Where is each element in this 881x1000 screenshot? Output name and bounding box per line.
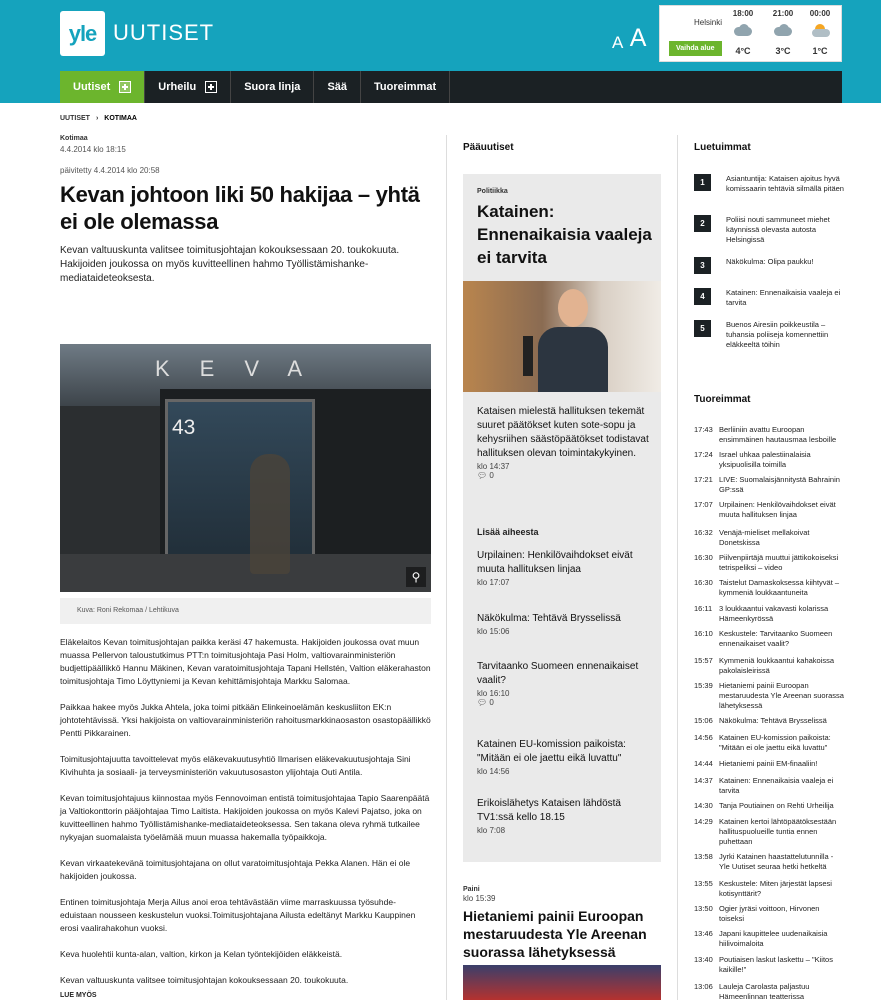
- article-headline: Kevan johtoon liki 50 hakijaa – yhtä ei ole olemassa: [60, 182, 420, 234]
- comment-icon: 💬︎: [477, 471, 488, 480]
- secondary-headline[interactable]: Hietaniemi painii Euroopan mestaruudesta Yle Areenan suorassa lähetyksessä: [463, 908, 647, 960]
- latest-time: 13:40: [694, 955, 713, 964]
- related-text[interactable]: Katainen EU-komission paikoista: "Mitään ei ole jaettu eikä luvattu": [477, 739, 626, 764]
- latest-text[interactable]: Kymmeniä loukkaantui kahakoissa pakolaisleirissä: [719, 656, 835, 675]
- main-news-summary: [477, 405, 652, 480]
- related-time: klo 16:10: [477, 689, 510, 698]
- article-paragraph: Eläkelaitos Kevan toimitusjohtajan paikka keräsi 47 hakemusta. Hakijoiden joukossa ovat muun muassa Pellervon taloustutkimus PTT:n toimitusjohtaja Pasi Holm, valtiovarainministeriön budjettipäällikkö Hannu Mäkinen, Kevan varatoimitusjohtaja Tapani Hellstén, Valtion eläkerahaston toimitusjohtaja Timo Löyttyniemi ja Kevan kehittämisjohtaja Markku Salomaa.: [60, 637, 431, 686]
- comment-count[interactable]: [477, 471, 652, 480]
- article-paragraph: Keva huolehtii kunta-alan, valtion, kirkon ja Kelan työntekijöiden eläkkeistä.: [60, 949, 343, 959]
- rank-number: 4: [694, 288, 711, 305]
- zoom-icon[interactable]: ⚲: [406, 567, 426, 587]
- main-nav: [60, 71, 842, 103]
- expand-plus-icon[interactable]: [119, 81, 131, 93]
- most-read-text[interactable]: Näkökulma: Olipa paukku!: [726, 257, 814, 266]
- secondary-news: [463, 886, 661, 961]
- forecast-slot: [768, 9, 798, 59]
- breadcrumb-current[interactable]: KOTIMAA: [104, 115, 137, 122]
- related-text[interactable]: Tarvitaanko Suomeen ennenaikaiset vaalit?: [477, 661, 639, 686]
- latest-text[interactable]: LIVE: Suomalaisjännitystä Bahrainin GP:ssä: [719, 475, 840, 494]
- latest-time: 16:10: [694, 629, 713, 638]
- latest-text[interactable]: Keskustele: Tarvitaanko Suomeen ennenaikaiset vaalit?: [719, 629, 833, 648]
- related-time: klo 17:07: [477, 578, 510, 587]
- latest-time: 14:37: [694, 776, 713, 785]
- latest-text[interactable]: Hietaniemi painii EM-finaaliin!: [719, 759, 818, 768]
- article-photo[interactable]: [60, 344, 431, 592]
- latest-text[interactable]: Piilvenpiirtäjä muuttui jättikokoiseksi tetrispeliksi – video: [719, 553, 839, 572]
- latest-time: 17:43: [694, 425, 713, 434]
- most-read-item[interactable]: [694, 174, 844, 204]
- latest-time: 13:06: [694, 982, 713, 991]
- main-news-text[interactable]: Kataisen mielestä hallituksen tekemät suuret päätökset kuten sote-sopu ja kehysriihen säästöpäätökset todistavat hallituksen olevan toimintakykyinen.: [477, 406, 649, 459]
- related-text[interactable]: Urpilainen: Henkilövaihdokset eivät muuta hallituksen linjaa: [477, 550, 633, 575]
- latest-text[interactable]: 3 loukkaantui vakavasti kolarissa Hämeenkyrössä: [719, 604, 829, 623]
- nav-item-tuoreimmat[interactable]: [361, 71, 450, 103]
- forecast-slot: [728, 9, 758, 59]
- latest-time: 15:57: [694, 656, 713, 665]
- latest-text[interactable]: Israel uhkaa palestiinalaisia yksipuolisilla toimilla: [719, 450, 811, 469]
- secondary-time: klo 15:39: [463, 894, 496, 903]
- most-read-text[interactable]: Buenos Airesiin poikkeustila – tuhansia poliiseja komennettiin eläkkeeltä töihin: [726, 320, 829, 349]
- related-time: klo 14:56: [477, 767, 510, 776]
- latest-time: 17:07: [694, 500, 713, 509]
- forecast-slot: [805, 9, 835, 59]
- breadcrumb: [60, 115, 137, 122]
- latest-time: 14:29: [694, 817, 713, 826]
- latest-text[interactable]: Venäjä-mieliset mellakoivat Donetskissa: [719, 528, 810, 547]
- nav-label: Uutiset: [73, 81, 111, 93]
- image-microphone: [523, 336, 533, 376]
- photo-person: [250, 454, 290, 574]
- related-time: klo 7:08: [477, 826, 506, 835]
- related-item[interactable]: [477, 797, 652, 835]
- yle-logo[interactable]: yle: [60, 11, 105, 56]
- latest-text[interactable]: Näkökulma: Tehtävä Brysselissä: [719, 716, 827, 725]
- latest-time: 13:50: [694, 904, 713, 913]
- nav-label: Tuoreimmat: [374, 81, 437, 93]
- most-read-item[interactable]: [694, 215, 844, 245]
- article-body: [60, 636, 432, 1000]
- latest-text[interactable]: Katainen: Ennenaikaisia vaaleja ei tarvita: [719, 776, 834, 795]
- forecast-time: 18:00: [732, 9, 754, 18]
- article-lead: Kevan valtuuskunta valitsee toimitusjohtajan kokouksessaan 20. toukokuuta. Hakijoiden joukossa on myös kuvitteellinen hahmo Työllistämishanke-mediataideteoksesta.: [60, 245, 400, 284]
- change-region-button[interactable]: Vaihda alue: [669, 41, 722, 56]
- related-title: Lisää aiheesta: [477, 527, 539, 537]
- site-header: [0, 0, 881, 103]
- latest-time: 16:11: [694, 604, 713, 613]
- related-item[interactable]: [477, 660, 652, 707]
- latest-time: 14:30: [694, 801, 713, 810]
- article-published: 4.4.2014 klo 18:15: [60, 145, 126, 154]
- article-paragraph: Entinen toimitusjohtaja Merja Ailus anoi eroa tehtävästään viime marraskuussa työsuhde-eduistaan nousseen keskustelun vuoksi.Toimitusjohtajana Ailusta edeltänyt Markku Kauppinen erosi vaalirahakohun vuoksi.: [60, 897, 416, 933]
- most-read-item[interactable]: [694, 257, 844, 287]
- latest-time: 14:56: [694, 733, 713, 742]
- article-updated: päivitetty 4.4.2014 klo 20:58: [60, 166, 160, 175]
- most-read-item[interactable]: [694, 288, 844, 318]
- related-time: klo 15:06: [477, 627, 510, 636]
- rank-number: 5: [694, 320, 711, 337]
- latest-text[interactable]: Urpilainen: Henkilövaihdokset eivät muuta hallituksen linjaa: [719, 500, 836, 519]
- latest-text[interactable]: Berliiniin avattu Euroopan ensimmäinen hautausmaa lesboille: [719, 425, 837, 444]
- photo-number: 43: [172, 416, 196, 439]
- nav-item-urheilu[interactable]: [145, 71, 231, 103]
- forecast-time: 21:00: [772, 9, 794, 18]
- latest-time: 16:30: [694, 578, 713, 587]
- weather-widget: [659, 5, 842, 62]
- photo-floor: [60, 554, 431, 592]
- latest-text[interactable]: Jyrki Katainen haastattelutunnilla - Yle Uutiset seuraa hetki hetkeltä: [719, 852, 834, 871]
- main-news-image[interactable]: [463, 281, 661, 392]
- cloud-icon: [772, 24, 794, 38]
- article-header: [60, 135, 432, 286]
- font-smaller-button[interactable]: A: [612, 33, 624, 52]
- latest-title: Tuoreimmat: [694, 394, 751, 405]
- latest-text[interactable]: Taistelut Damaskoksessa kiihtyvät – kymmeniä loukkaantuneita: [719, 578, 840, 597]
- comment-count[interactable]: [477, 698, 652, 707]
- chevron-right-icon: ›: [95, 115, 99, 122]
- latest-text[interactable]: Hietaniemi painii Euroopan mestaruudesta Yle Areenan suorassa lähetyksessä: [719, 681, 844, 710]
- latest-text[interactable]: Ogier jyräsi voittoon, Hirvonen toiseksi: [719, 904, 820, 923]
- rank-number: 1: [694, 174, 711, 191]
- article-paragraph: Kevan valtuuskunta valitsee toimitusjohtajan kokouksessaan 20. toukokuuta.: [60, 975, 349, 985]
- article-paragraph: Toimitusjohtajuutta tavoittelevat myös eläkevakuutusyhtiö Ilmarisen eläkevakuutusjohtaja Sini Kivihuhta ja sosiaali- ja terveysministeriön vakuutusosaston ylijohtaja Outi Antila.: [60, 754, 411, 777]
- comment-icon: 💬︎: [477, 698, 488, 707]
- article-category[interactable]: Kotimaa: [60, 135, 88, 142]
- see-also-heading: LUE MYÖS: [60, 992, 97, 999]
- latest-time: 17:21: [694, 475, 713, 484]
- most-read-text[interactable]: Katainen: Ennenaikaisia vaaleja ei tarvita: [726, 288, 841, 307]
- latest-time: 13:58: [694, 852, 713, 861]
- latest-text[interactable]: Poutiaisen laskut laskettu – "Kiitos kaikille!": [719, 955, 833, 974]
- most-read-item[interactable]: [694, 320, 844, 350]
- main-news-time: klo 14:37: [477, 462, 510, 471]
- nav-item-uutiset[interactable]: [60, 71, 145, 103]
- nav-label: Sää: [327, 81, 348, 93]
- latest-text[interactable]: Keskustele: Miten järjestät lapsesi kotisynttärit?: [719, 879, 832, 898]
- nav-item-saa[interactable]: [314, 71, 361, 103]
- latest-time: 15:39: [694, 681, 713, 690]
- weather-city: Helsinki: [694, 18, 723, 27]
- related-item[interactable]: [477, 612, 652, 636]
- latest-text[interactable]: Tanja Poutiainen on Rehti Urheilija: [719, 801, 834, 810]
- latest-time: 13:46: [694, 929, 713, 938]
- nav-label: Suora linja: [244, 81, 301, 93]
- related-item[interactable]: [477, 738, 652, 776]
- site-name[interactable]: UUTISET: [113, 20, 215, 45]
- photo-sign: KEVA: [155, 356, 333, 381]
- most-read-title: Luetuimmat: [694, 142, 751, 153]
- comment-number: 0: [489, 471, 494, 480]
- latest-text[interactable]: Katainen kertoi lähtöpäätöksestään hallituspuolueille tuntia ennen puhettaan: [719, 817, 837, 846]
- main-news-category[interactable]: Politiikka: [477, 188, 508, 195]
- photo-caption: Kuva: Roni Rekomaa / Lehtikuva: [60, 598, 431, 624]
- article-paragraph: Kevan virkaatekevänä toimitusjohtajana on ollut varatoimitusjohtaja Pekka Alanen. Hän ei ole hakijoiden joukossa.: [60, 858, 411, 881]
- nav-label: Urheilu: [158, 81, 197, 93]
- latest-text[interactable]: Lauleja Carolasta paljastuu Hämeenlinnan teatterissa: [719, 982, 810, 1000]
- related-text[interactable]: Näkökulma: Tehtävä Brysselissä: [477, 613, 621, 624]
- forecast-temp: 1°C: [812, 46, 828, 56]
- partly-cloudy-icon: [809, 24, 831, 38]
- rank-number: 2: [694, 215, 711, 232]
- latest-text[interactable]: Katainen EU-komission paikoista: "Mitään ei ole jaettu eikä luvattu": [719, 733, 831, 752]
- related-text[interactable]: Erikoislähetys Kataisen lähdöstä TV1:ssä kello 18.15: [477, 798, 621, 823]
- breadcrumb-root[interactable]: UUTISET: [60, 115, 90, 122]
- rank-number: 3: [694, 257, 711, 274]
- latest-time: 16:30: [694, 553, 713, 562]
- most-read-text[interactable]: Poliisi nouti sammuneet miehet käynnissä olevasta autosta Helsingissä: [726, 215, 830, 244]
- main-news-title: Pääuutiset: [463, 142, 514, 153]
- forecast-time: 00:00: [809, 9, 831, 18]
- latest-text[interactable]: Japani kaupittelee uudenaikaisia hiilivoimaloita: [719, 929, 828, 948]
- latest-time: 16:32: [694, 528, 713, 537]
- latest-time: 13:55: [694, 879, 713, 888]
- latest-time: 14:44: [694, 759, 713, 768]
- article-paragraph: Kevan toimitusjohtajuus kiinnostaa myös Fennovoiman entistä toimitusjohtajaa Tapio Saarenpäätä ja Valtiokonttorin pääjohtajaa Timo Laitista. Hakijoiden joukossa on myös Kalevi Pajatso, joka on kuvitteellinen hahmo Työllistämishanke-mediataideteoksessa. Sen takana oleva ryhmä tutkailee nykyajan suomalaista työelämää muun muassa hakemalla työpaikkoja.: [60, 793, 430, 842]
- column-divider: [446, 135, 447, 1000]
- expand-plus-icon[interactable]: [205, 81, 217, 93]
- latest-time: 15:06: [694, 716, 713, 725]
- nav-item-suora-linja[interactable]: [231, 71, 314, 103]
- forecast-temp: 3°C: [775, 46, 791, 56]
- secondary-image[interactable]: [463, 965, 661, 1000]
- comment-number: 0: [489, 698, 494, 707]
- latest-time: 17:24: [694, 450, 713, 459]
- font-larger-button[interactable]: A: [629, 24, 647, 52]
- related-item[interactable]: [477, 549, 652, 587]
- image-person: [538, 289, 608, 392]
- secondary-category[interactable]: Paini: [463, 886, 480, 893]
- forecast-temp: 4°C: [735, 46, 751, 56]
- font-size-controls: [612, 24, 646, 53]
- column-divider: [677, 135, 678, 1000]
- image-suit: [538, 327, 608, 392]
- article-paragraph: Paikkaa hakee myös Jukka Ahtela, joka toimi pitkään Elinkeinoelämän keskusliiton EK:n johtotehtävissä. Yksi hakijoista on valtiovarainministeriön rahoitusmarkkinaosaston osastopäällikkö Pentti Pikkarainen.: [60, 702, 431, 738]
- rain-cloud-icon: [732, 24, 754, 38]
- most-read-text[interactable]: Asiantuntija: Kataisen ajoitus hyvä komissaarin tehtäviä silmällä pitäen: [726, 174, 844, 193]
- image-head: [558, 289, 588, 327]
- main-news-headline[interactable]: Katainen: Ennenaikaisia vaaleja ei tarvita: [477, 202, 652, 267]
